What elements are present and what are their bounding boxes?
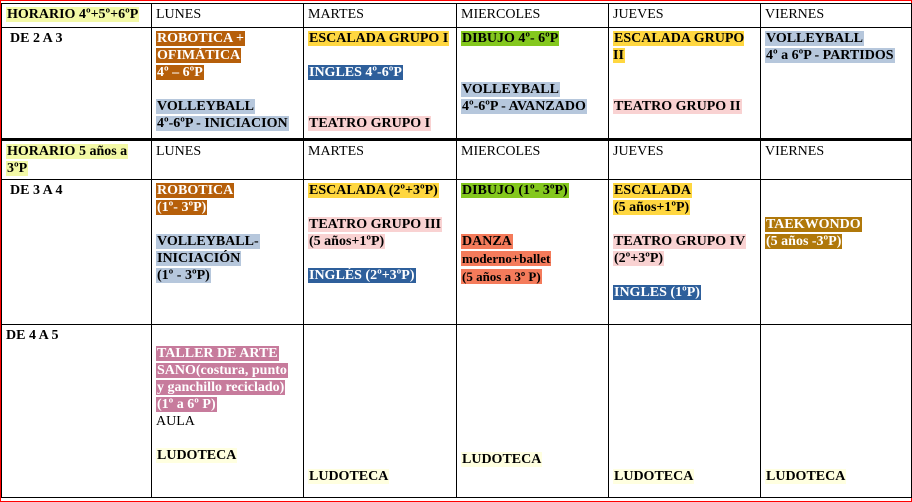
ingles-1: INGLES (1ºP) [614, 285, 700, 300]
taller-arte-grades: (1º a 6º P) [157, 397, 216, 412]
cell-viernes-3-4 [761, 180, 912, 325]
header-row-2 [2, 140, 912, 180]
teatro-grupo-4-grades: (2º+3ºP) [614, 251, 664, 266]
schedule-table [1, 3, 912, 498]
row-2-3 [2, 28, 912, 140]
ludoteca-martes: LUDOTECA [309, 469, 389, 484]
robotica-label: ROBOTICA + [157, 31, 244, 46]
volleyball-iniciacion-grades: (1º - 3ºP) [157, 268, 210, 283]
col-jueves-1: JUEVES [609, 4, 761, 28]
volleyball-iniciacion-label: VOLLEYBALL- [157, 234, 259, 249]
taekwondo-grades: (5 años -3ºP) [766, 234, 842, 249]
col-miercoles-1: MIERCOLES [457, 4, 609, 28]
time-3-4: DE 3 A 4 [2, 180, 152, 325]
escalada-grupo-1: ESCALADA GRUPO I [309, 31, 449, 46]
col-miercoles-2: MIERCOLES [457, 140, 609, 180]
cell-martes-3-4 [304, 180, 457, 325]
cell-miercoles-2-3 [457, 28, 609, 140]
volleyball-iniciacion-2: INICIACIÓN [157, 251, 241, 266]
ludoteca-miercoles: LUDOTECA [462, 452, 542, 467]
teatro-grupo-2: TEATRO GRUPO II [614, 99, 741, 114]
danza-grades: (5 años a 3º P) [462, 269, 541, 284]
teatro-grupo-3-grades: (5 años+1ºP) [309, 234, 385, 249]
col-viernes-1: VIERNES [761, 4, 912, 28]
taller-arte-1: TALLER DE ARTE [157, 346, 278, 361]
ingles-2-3: INGLÉS (2º+3ºP) [309, 268, 415, 283]
time-4-5: DE 4 A 5 [2, 325, 152, 498]
escalada-grupo-2: ESCALADA GRUPO II [613, 31, 745, 63]
col-lunes-1: LUNES [152, 4, 304, 28]
cell-lunes-2-3 [152, 28, 304, 140]
robotica-1-3: ROBOTICA [157, 183, 234, 198]
header-title-1-text: HORARIO 4º+5º+6ºP [7, 7, 139, 22]
header-title-2-line1: HORARIO 5 años a [7, 144, 128, 159]
row-4-5 [2, 325, 912, 498]
col-lunes-2: LUNES [152, 140, 304, 180]
teatro-grupo-4: TEATRO GRUPO IV [614, 234, 746, 249]
col-jueves-2: JUEVES [609, 140, 761, 180]
cell-lunes-3-4 [152, 180, 304, 325]
danza-style: moderno+ballet [462, 251, 551, 266]
volleyball-avanzado: 4º-6ºP - AVANZADO [462, 99, 586, 114]
cell-martes-2-3 [304, 28, 457, 140]
volleyball-partidos-label: VOLLEYBALL [766, 31, 863, 46]
row-3-4 [2, 180, 912, 325]
escalada-5-1: ESCALADA [614, 183, 692, 198]
header-title-1 [2, 4, 152, 28]
robotica-grades: 4º – 6ºP [157, 65, 203, 80]
cell-jueves-2-3 [609, 28, 761, 140]
ofimatica-label: OFIMÁTICA [157, 48, 241, 63]
time-2-3: DE 2 A 3 [2, 28, 152, 140]
taller-arte-3: y ganchillo reciclado) [157, 380, 285, 395]
volleyball-label: VOLLEYBALL [157, 99, 254, 114]
robotica-1-3-grades: (1º- 3ºP) [157, 200, 207, 215]
escalada-5-1-grades: (5 años+1ºP) [614, 200, 690, 215]
dibujo-4-6: DIBUJO 4º- 6ºP [462, 31, 559, 46]
escalada-2-3: ESCALADA (2º+3ºP) [309, 183, 438, 198]
taekwondo-label: TAEKWONDO [766, 217, 861, 232]
cell-jueves-4-5 [609, 325, 761, 498]
ingles-4-6: INGLES 4º-6ºP [309, 65, 402, 80]
header-row-1 [2, 4, 912, 28]
volleyball-iniciacion: 4º-6ºP - INICIACION [157, 116, 288, 131]
ludoteca-viernes: LUDOTECA [766, 469, 846, 484]
teatro-grupo-1: TEATRO GRUPO I [309, 116, 431, 131]
cell-miercoles-3-4 [457, 180, 609, 325]
volleyball-avanzado-label: VOLLEYBALL [462, 82, 559, 97]
cell-lunes-4-5 [152, 325, 304, 498]
cell-jueves-3-4 [609, 180, 761, 325]
cell-martes-4-5 [304, 325, 457, 498]
col-viernes-2: VIERNES [761, 140, 912, 180]
danza-label: DANZA [462, 234, 512, 249]
ludoteca-jueves: LUDOTECA [614, 469, 694, 484]
ludoteca-lunes: LUDOTECA [157, 448, 237, 463]
taller-arte-2: SANO(costura, punto [157, 363, 287, 378]
col-martes-1: MARTES [304, 4, 457, 28]
col-martes-2: MARTES [304, 140, 457, 180]
header-title-2 [2, 140, 152, 180]
cell-miercoles-4-5 [457, 325, 609, 498]
header-title-2-line2: 3ºP [7, 161, 28, 176]
dibujo-1-3: DIBUJO (1º- 3ºP) [462, 183, 568, 198]
cell-viernes-2-3 [761, 28, 912, 140]
volleyball-partidos: 4º a 6ºP - PARTIDOS [766, 48, 894, 63]
cell-viernes-4-5 [761, 325, 912, 498]
aula-label: AULA [156, 414, 195, 429]
teatro-grupo-3: TEATRO GRUPO III [309, 217, 441, 232]
